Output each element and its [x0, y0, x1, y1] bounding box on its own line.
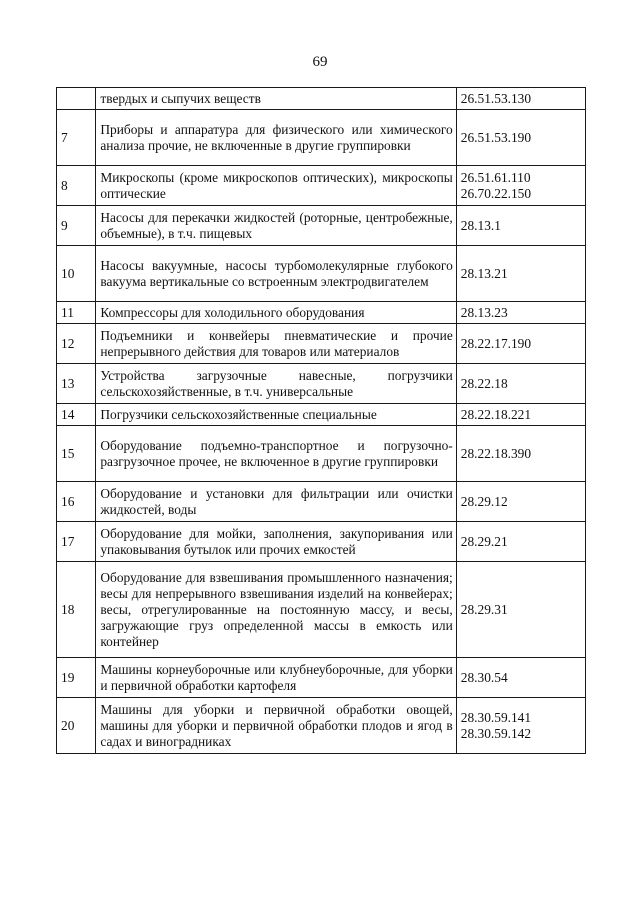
equipment-name: Оборудование подъемно-транспортное и погрузочно-разгрузочное прочее, не включенное в другие группировки [96, 426, 456, 482]
table-row [57, 658, 586, 698]
classification-table [56, 87, 586, 754]
row-number [57, 88, 96, 110]
okpd-code-cell [456, 166, 585, 206]
okpd-code-cell [456, 562, 585, 658]
okpd-code-cell [456, 88, 585, 110]
table-row [57, 206, 586, 246]
okpd-code: 26.51.61.110 [460, 169, 531, 185]
equipment-name: Подъемники и конвейеры пневматические и прочие непрерывного действия для товаров или материалов [96, 324, 456, 364]
row-number: 9 [57, 206, 96, 246]
okpd-code: 28.22.18.221 [460, 406, 532, 422]
okpd-code: 28.29.12 [460, 493, 508, 509]
okpd-code: 28.13.23 [460, 304, 508, 320]
table-row [57, 404, 586, 426]
table-row [57, 522, 586, 562]
okpd-code: 26.51.53.130 [460, 90, 532, 106]
table-row [57, 426, 586, 482]
row-number: 7 [57, 110, 96, 166]
row-number: 20 [57, 698, 96, 754]
row-number: 8 [57, 166, 96, 206]
okpd-code: 28.30.59.141 [460, 709, 532, 725]
equipment-name: Машины корнеуборочные или клубнеуборочные, для уборки и первичной обработки картофеля [96, 658, 456, 698]
okpd-code: 28.13.21 [460, 265, 508, 281]
equipment-name: Погрузчики сельскохозяйственные специальные [96, 404, 456, 426]
okpd-code: 26.51.53.190 [460, 129, 532, 145]
table-row [57, 246, 586, 302]
table-body [57, 88, 586, 754]
okpd-code-cell [456, 364, 585, 404]
row-number: 10 [57, 246, 96, 302]
okpd-code: 28.30.59.142 [460, 725, 532, 741]
equipment-name: Устройства загрузочные навесные, погрузчики сельскохозяйственные, в т.ч. универсальные [96, 364, 456, 404]
okpd-code-cell [456, 110, 585, 166]
table-row [57, 302, 586, 324]
row-number: 13 [57, 364, 96, 404]
row-number: 11 [57, 302, 96, 324]
row-number: 19 [57, 658, 96, 698]
table-row [57, 482, 586, 522]
okpd-code: 28.22.17.190 [460, 335, 532, 351]
equipment-name: Приборы и аппаратура для физического или химического анализа прочие, не включенные в другие группировки [96, 110, 456, 166]
row-number: 17 [57, 522, 96, 562]
okpd-code-cell [456, 324, 585, 364]
equipment-name: твердых и сыпучих веществ [96, 88, 456, 110]
row-number: 16 [57, 482, 96, 522]
page-number: 69 [312, 54, 328, 70]
okpd-code-cell [456, 426, 585, 482]
okpd-code: 26.70.22.150 [460, 185, 532, 201]
okpd-code-cell [456, 246, 585, 302]
row-number: 15 [57, 426, 96, 482]
okpd-code-cell [456, 482, 585, 522]
table-row [57, 364, 586, 404]
table-row [57, 166, 586, 206]
okpd-code-cell [456, 698, 585, 754]
table-row [57, 88, 586, 110]
equipment-name: Оборудование для взвешивания промышленного назначения; весы для непрерывного взвешивания изделий на конвейерах; весы, отрегулированные на постоянную массу, и весы, загружающие груз определенной массы в емкость или контейнер [96, 562, 456, 658]
equipment-name: Оборудование для мойки, заполнения, закупоривания или упаковывания бутылок или прочих емкостей [96, 522, 456, 562]
equipment-name: Насосы вакуумные, насосы турбомолекулярные глубокого вакуума вертикальные со встроенным электродвигателем [96, 246, 456, 302]
okpd-code-cell [456, 302, 585, 324]
row-number: 18 [57, 562, 96, 658]
okpd-code: 28.22.18 [460, 375, 508, 391]
equipment-name: Насосы для перекачки жидкостей (роторные, центробежные, объемные), в т.ч. пищевых [96, 206, 456, 246]
row-number: 14 [57, 404, 96, 426]
equipment-name: Машины для уборки и первичной обработки овощей, машины для уборки и первичной обработки плодов и ягод в садах и виноградниках [96, 698, 456, 754]
okpd-code: 28.13.1 [460, 217, 501, 233]
table-row [57, 110, 586, 166]
okpd-code-cell [456, 404, 585, 426]
equipment-name: Компрессоры для холодильного оборудования [96, 302, 456, 324]
equipment-name: Микроскопы (кроме микроскопов оптических), микроскопы оптические [96, 166, 456, 206]
row-number: 12 [57, 324, 96, 364]
okpd-code-cell [456, 206, 585, 246]
okpd-code: 28.30.54 [460, 669, 508, 685]
okpd-code: 28.29.31 [460, 601, 508, 617]
okpd-code-cell [456, 522, 585, 562]
equipment-name: Оборудование и установки для фильтрации или очистки жидкостей, воды [96, 482, 456, 522]
okpd-code: 28.22.18.390 [460, 445, 532, 461]
okpd-code-cell [456, 658, 585, 698]
table-row [57, 324, 586, 364]
table-row [57, 562, 586, 658]
okpd-code: 28.29.21 [460, 533, 508, 549]
table-row [57, 698, 586, 754]
